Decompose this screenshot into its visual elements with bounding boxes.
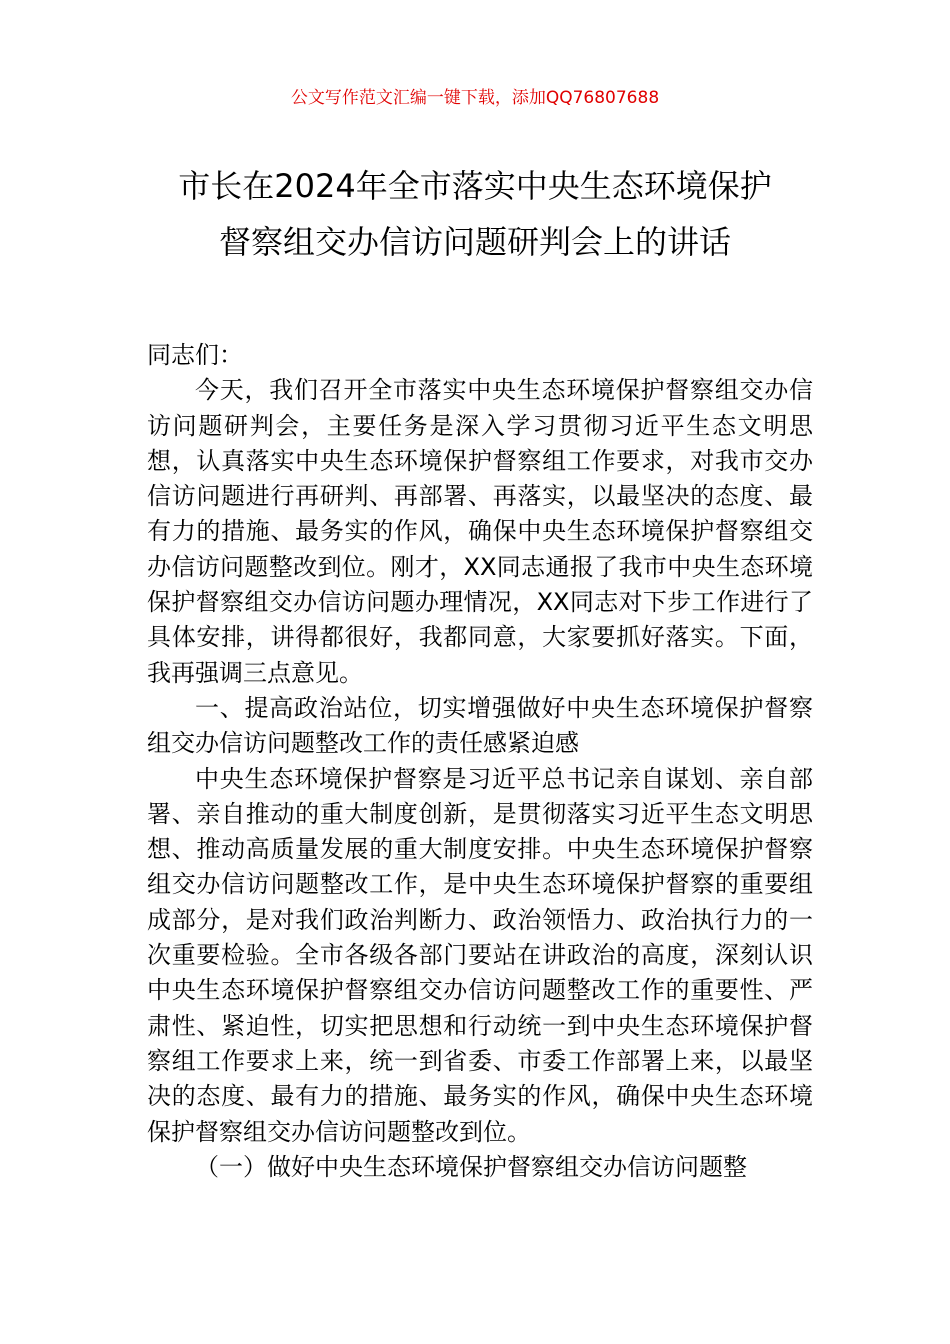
- document-title: [0, 158, 950, 270]
- document-body: [147, 338, 813, 1185]
- title-line-1: 市长在2024年全市落实中央生态环境保护: [178, 167, 772, 205]
- title-line-2: 督察组交办信访问题研判会上的讲话: [218, 223, 731, 261]
- paragraph-section-1: 中央生态环境保护督察是习近平总书记亲自谋划、亲自部署、亲自推动的重大制度创新，是贯彻落实习近平生态文明思想、推动高质量发展的重大制度安排。中央生态环境保护督察组交办信访问题整改工作，是中央生态环境保护督察的重要组成部分，是对我们政治判断力、政治领悟力、政治执行力的一次重要检验。全市各级各部门要站在讲政治的高度，深刻认识中央生态环境保护督察组交办信访问题整改工作的重要性、严肃性、紧迫性，切实把思想和行动统一到中央生态环境保护督察组工作要求上来，统一到省委、市委工作部署上来，以最坚决的态度、最有力的措施、最务实的作风，确保中央生态环境保护督察组交办信访问题整改到位。: [147, 764, 813, 1146]
- section-heading-1: 一、提高政治站位，切实增强做好中央生态环境保护督察组交办信访问题整改工作的责任感紧迫感: [147, 693, 813, 758]
- download-banner: 公文写作范文汇编一键下载，添加QQ76807688: [290, 88, 660, 108]
- salutation: 同志们：: [147, 341, 243, 369]
- paragraph-intro: 今天，我们召开全市落实中央生态环境保护督察组交办信访问题研判会，主要任务是深入学习贯彻习近平生态文明思想，认真落实中央生态环境保护督察组工作要求，对我市交办信访问题进行再研判、再部署、再落实，以最坚决的态度、最有力的措施、最务实的作风，确保中央生态环境保护督察组交办信访问题整改到位。刚才，XX同志通报了我市中央生态环境保护督察组交办信访问题办理情况，XX同志对下步工作进行了具体安排，讲得都很好，我都同意，大家要抓好落实。下面，我再强调三点意见。: [147, 376, 813, 687]
- subsection-heading-1: （一）做好中央生态环境保护督察组交办信访问题整: [195, 1152, 747, 1181]
